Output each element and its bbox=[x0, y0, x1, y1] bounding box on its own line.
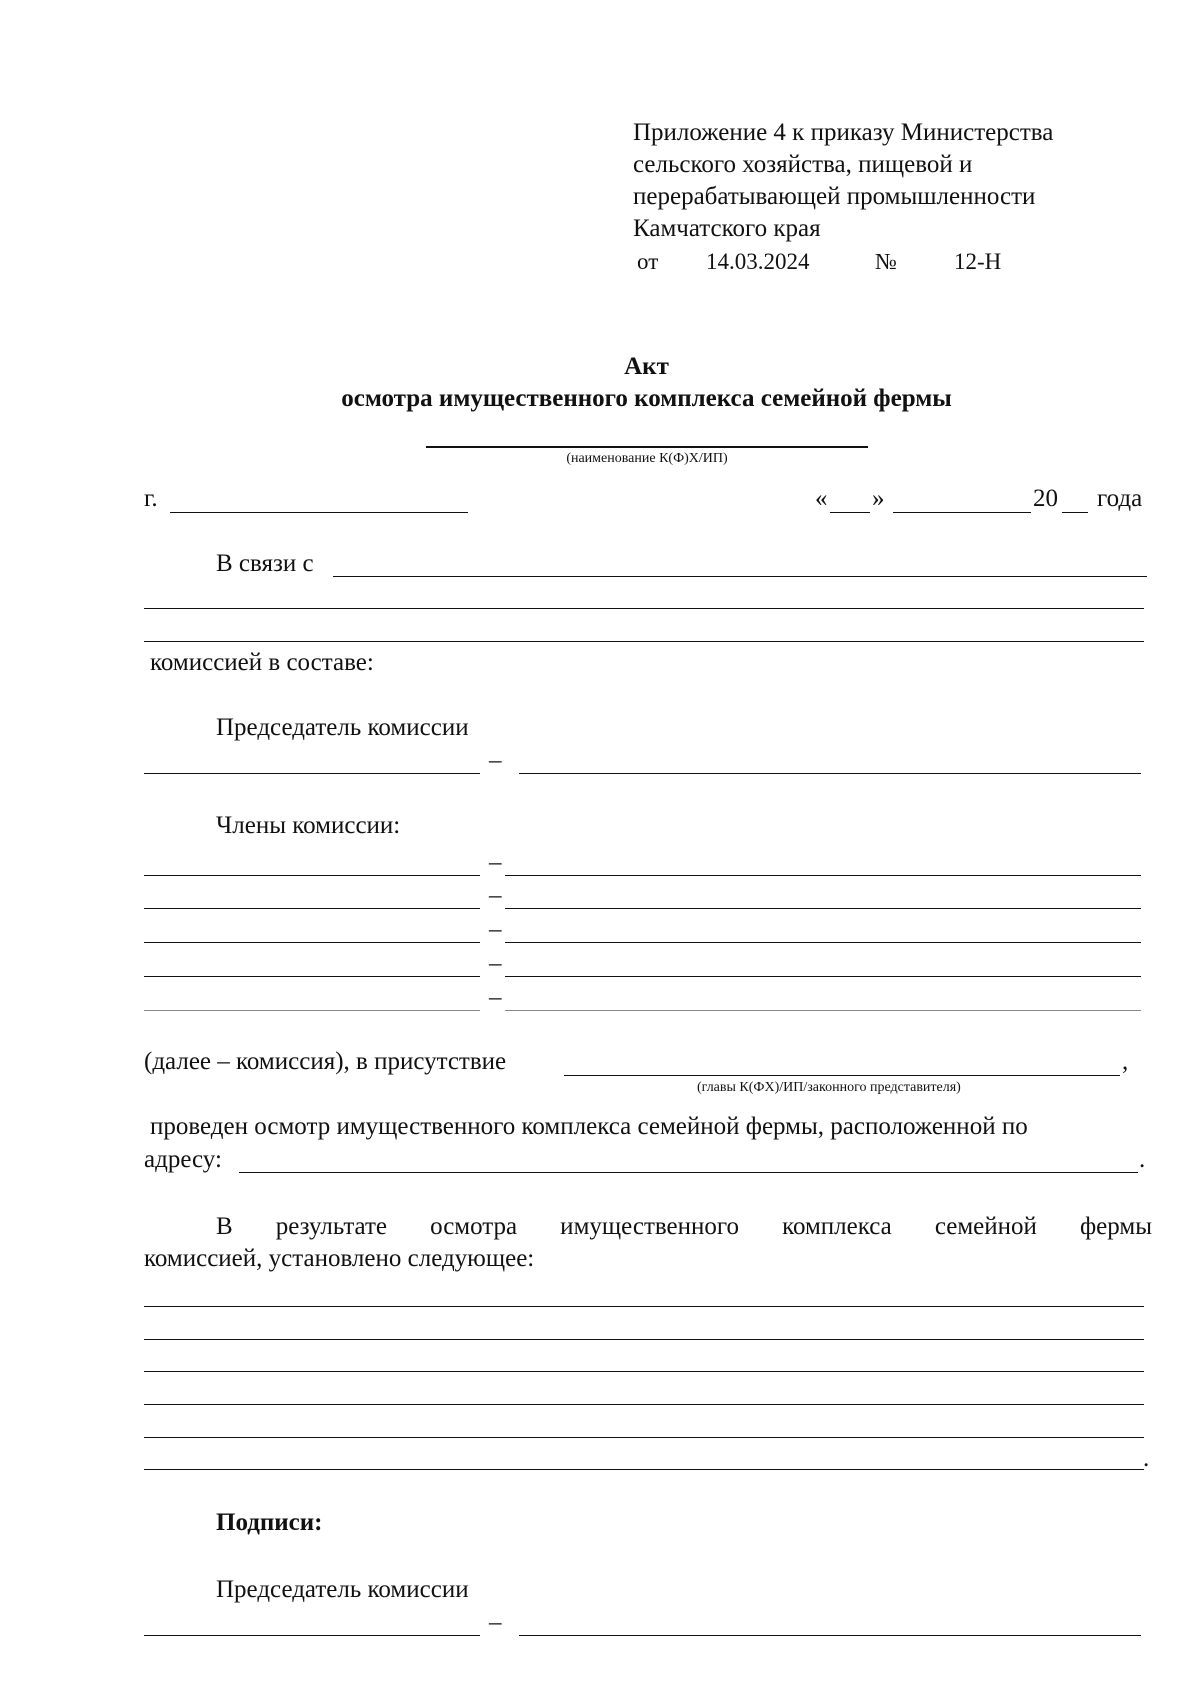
reason-line-3 bbox=[144, 641, 1144, 642]
appendix-line-1: Приложение 4 к приказу Министерства bbox=[633, 119, 1054, 146]
chairman-name-line bbox=[519, 773, 1141, 774]
day-line bbox=[830, 512, 870, 513]
result-period: . bbox=[1143, 1445, 1150, 1472]
member-dash: – bbox=[489, 950, 502, 977]
member-name-line bbox=[505, 875, 1141, 876]
month-line bbox=[893, 512, 1031, 513]
city-line bbox=[170, 512, 468, 513]
signature-chairman-position-line bbox=[144, 1635, 480, 1636]
order-from-label: от bbox=[637, 249, 659, 274]
signatures-title: Подписи: bbox=[216, 1509, 323, 1536]
member-position-line bbox=[144, 976, 480, 977]
address-period: . bbox=[1139, 1146, 1146, 1173]
result-line bbox=[144, 1404, 1144, 1405]
member-dash: – bbox=[489, 916, 502, 943]
year-line bbox=[1062, 512, 1088, 513]
member-dash: – bbox=[489, 984, 502, 1011]
result-line bbox=[144, 1469, 1144, 1470]
appendix-line-4: Камчатского края bbox=[633, 215, 821, 242]
result-line bbox=[144, 1437, 1144, 1438]
order-date: 14.03.2024 bbox=[706, 249, 810, 274]
city-prefix: г. bbox=[144, 485, 158, 512]
reason-line-1 bbox=[333, 576, 1147, 577]
date-close-quote: » bbox=[872, 485, 885, 512]
member-dash: – bbox=[489, 882, 502, 909]
representative-line bbox=[564, 1075, 1120, 1076]
representative-comma: , bbox=[1122, 1048, 1129, 1075]
member-name-line bbox=[505, 1010, 1141, 1011]
member-position-line bbox=[144, 875, 480, 876]
member-position-line bbox=[144, 942, 480, 943]
chairman-position-line bbox=[144, 773, 480, 774]
address-line bbox=[239, 1172, 1138, 1173]
in-connection-label: В связи с bbox=[216, 550, 314, 577]
order-number: 12-Н bbox=[954, 249, 1002, 274]
appendix-line-2: сельского хозяйства, пищевой и bbox=[633, 151, 973, 178]
signature-chairman-label: Председатель комиссии bbox=[216, 1576, 469, 1603]
member-position-line bbox=[144, 908, 480, 909]
address-label: адресу: bbox=[144, 1146, 222, 1173]
signature-chairman-dash: – bbox=[489, 1609, 502, 1636]
result-line bbox=[144, 1371, 1144, 1372]
date-open-quote: « bbox=[815, 485, 828, 512]
year-prefix: 20 bbox=[1033, 485, 1058, 512]
result-text-line-2: комиссией, установлено следующее: bbox=[144, 1245, 535, 1272]
farm-name-caption: (наименование К(Ф)Х/ИП) bbox=[566, 451, 728, 466]
hereinafter-text: (далее – комиссия), в присутствие bbox=[144, 1048, 507, 1075]
farm-name-line bbox=[426, 446, 868, 448]
appendix-line-3: перерабатывающей промышленности bbox=[633, 183, 1036, 210]
member-name-line bbox=[505, 908, 1141, 909]
result-line bbox=[144, 1306, 1144, 1307]
result-line bbox=[144, 1339, 1144, 1340]
result-text-line-1: В результате осмотра имущественного комплекса семейной фермы bbox=[216, 1213, 1152, 1240]
order-number-sign: № bbox=[875, 249, 897, 274]
inspection-text-line-1: проведен осмотр имущественного комплекса семейной фермы, расположенной по bbox=[150, 1113, 1028, 1140]
member-dash: – bbox=[489, 849, 502, 876]
year-suffix: года bbox=[1097, 485, 1143, 512]
signature-chairman-name-line bbox=[519, 1635, 1141, 1636]
reason-line-2 bbox=[144, 608, 1144, 609]
document-title: Акт bbox=[624, 353, 669, 380]
members-label: Члены комиссии: bbox=[216, 812, 401, 839]
chairman-dash: – bbox=[489, 747, 502, 774]
representative-caption: (главы К(ФХ)/ИП/законного представителя) bbox=[697, 1080, 961, 1095]
member-position-line bbox=[144, 1010, 480, 1011]
commission-composition-label: комиссией в составе: bbox=[150, 649, 374, 676]
member-name-line bbox=[505, 942, 1141, 943]
document-subtitle: осмотра имущественного комплекса семейной фермы bbox=[341, 385, 952, 412]
chairman-label: Председатель комиссии bbox=[216, 714, 469, 741]
member-name-line bbox=[505, 976, 1141, 977]
